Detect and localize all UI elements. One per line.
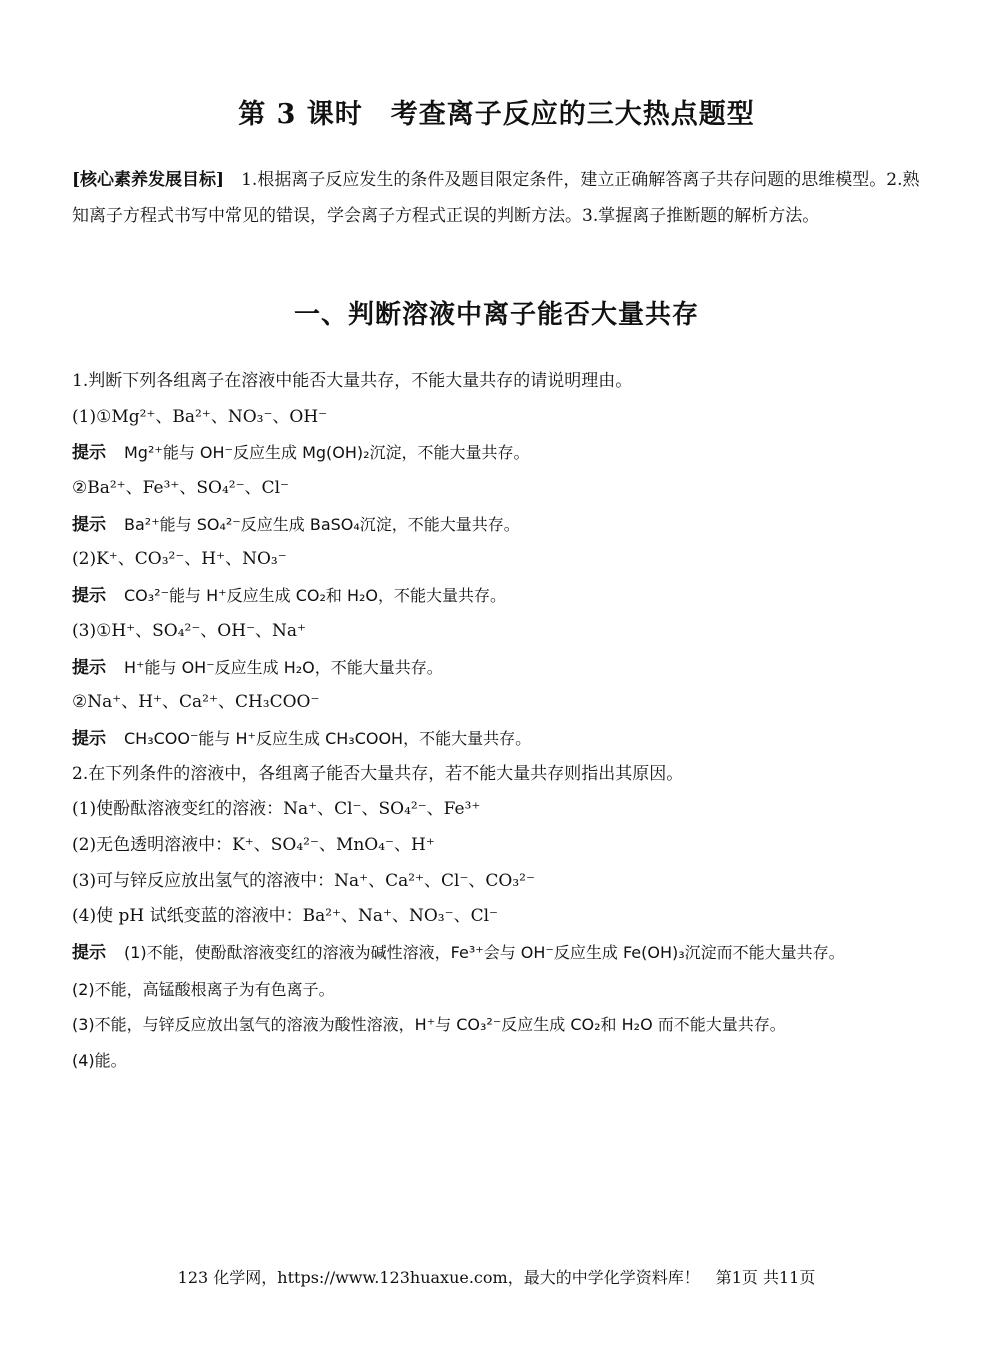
question-2-condition: (4)使 pH 试纸变蓝的溶液中：Ba²⁺、Na⁺、NO₃⁻、Cl⁻ xyxy=(72,906,499,927)
answer-line xyxy=(72,1043,922,1079)
answer-line xyxy=(72,972,922,1008)
question-1-item: ②Na⁺、H⁺、Ca²⁺、CH₃COO⁻ xyxy=(72,692,320,713)
hint-text: (1)不能，使酚酞溶液变红的溶液为碱性溶液，Fe³⁺会与 OH⁻反应生成 Fe(OH)₃沉淀而不能大量共存。 xyxy=(124,943,845,962)
hint-text: CH₃COO⁻能与 H⁺反应生成 CH₃COOH，不能大量共存。 xyxy=(124,728,532,748)
hint-row xyxy=(72,578,922,614)
hint-label: 提示 xyxy=(72,728,106,749)
answer-text: (3)不能，与锌反应放出氢气的溶液为酸性溶液，H⁺与 CO₃²⁻反应生成 CO₂和 H₂O 而不能大量共存。 xyxy=(72,1015,786,1035)
section-title: 一、判断溶液中离子能否大量共存 xyxy=(293,300,699,330)
question-1-stem: 1.判断下列各组离子在溶液中能否大量共存，不能大量共存的请说明理由。 xyxy=(72,371,633,391)
hint-label: 提示 xyxy=(72,514,106,535)
learning-goals xyxy=(72,162,922,234)
hint-text: Ba²⁺能与 SO₄²⁻反应生成 BaSO₄沉淀，不能大量共存。 xyxy=(124,514,520,534)
question-2-condition: (3)可与锌反应放出氢气的溶液中：Na⁺、Ca²⁺、Cl⁻、CO₃²⁻ xyxy=(72,870,535,891)
hint-row xyxy=(72,935,922,972)
hint-label: 提示 xyxy=(72,586,106,607)
hint-text: Mg²⁺能与 OH⁻反应生成 Mg(OH)₂沉淀，不能大量共存。 xyxy=(124,443,530,463)
goals-tag: [核心素养发展目标] xyxy=(72,170,225,190)
question-2-stem: 2.在下列条件的溶液中，各组离子能否大量共存，若不能大量共存则指出其原因。 xyxy=(72,763,684,784)
hint-row xyxy=(72,435,922,471)
page-footer: 123 化学网，https://www.123huaxue.com，最大的中学化学资料库！ 第1页 共11页 xyxy=(177,1268,816,1287)
hint-row xyxy=(72,650,922,686)
hint-row xyxy=(72,507,922,543)
question-2-condition: (1)使酚酞溶液变红的溶液：Na⁺、Cl⁻、SO₄²⁻、Fe³⁺ xyxy=(72,799,481,820)
hint-row xyxy=(72,721,922,757)
content-body xyxy=(72,364,922,1079)
question-2-condition: (2)无色透明溶液中：K⁺、SO₄²⁻、MnO₄⁻、H⁺ xyxy=(72,834,435,855)
hint-text: CO₃²⁻能与 H⁺反应生成 CO₂和 H₂O，不能大量共存。 xyxy=(124,586,506,606)
page-title: 第 3 课时 考查离子反应的三大热点题型 xyxy=(238,99,755,130)
question-1-item: (2)K⁺、CO₃²⁻、H⁺、NO₃⁻ xyxy=(72,549,287,570)
question-1-item: (3)①H⁺、SO₄²⁻、OH⁻、Na⁺ xyxy=(72,620,307,641)
hint-text: H⁺能与 OH⁻反应生成 H₂O，不能大量共存。 xyxy=(124,657,443,677)
goals-text: 1.根据离子反应发生的条件及题目限定条件，建立正确解答离子共存问题的思维模型。2.熟知离子方程式书写中常见的错误，学会离子方程式正误的判断方法。3.掌握离子推断题的解析方法。 xyxy=(72,170,920,226)
answer-text: (4)能。 xyxy=(72,1051,127,1071)
hint-label: 提示 xyxy=(72,443,106,464)
hint-label: 提示 xyxy=(72,657,106,678)
answer-text: (2)不能，高锰酸根离子为有色离子。 xyxy=(72,979,335,999)
answer-line xyxy=(72,1007,922,1043)
question-1-item: (1)①Mg²⁺、Ba²⁺、NO₃⁻、OH⁻ xyxy=(72,406,328,427)
question-1-item: ②Ba²⁺、Fe³⁺、SO₄²⁻、Cl⁻ xyxy=(72,478,289,499)
hint-label: 提示 xyxy=(72,943,106,963)
